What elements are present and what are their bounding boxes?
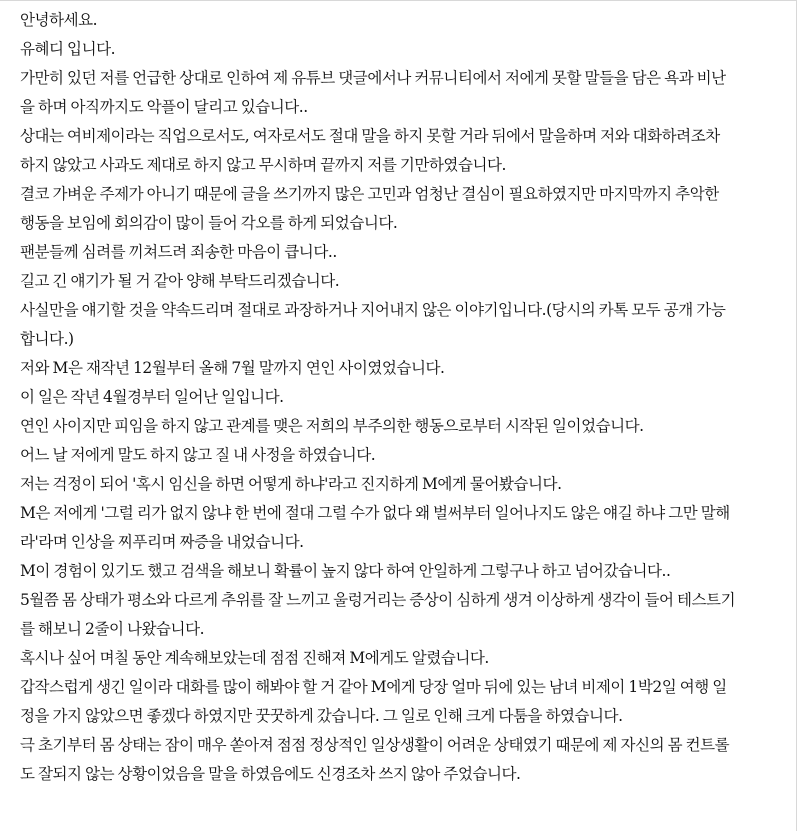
text-line: 가만히 있던 저를 언급한 상대로 인하여 제 유튜브 댓글에서나 커뮤니티에서 저에게 못할 말들을 담은 욕과 비난 (20, 69, 726, 87)
text-line: 상대는 여비제이라는 직업으로서도, 여자로서도 절대 말을 하지 못할 거라 뒤에서 말을하며 저와 대화하려조차 (20, 127, 720, 145)
text-line: 안녕하세요. (20, 11, 98, 29)
text-line: 저와 M은 재작년 12월부터 올해 7월 말까지 연인 사이였었습니다. (20, 359, 445, 377)
text-line: 어느 날 저에게 말도 하지 않고 질 내 사정을 하였습니다. (20, 446, 376, 464)
text-line: 을 하며 아직까지도 악플이 달리고 있습니다.. (20, 98, 308, 116)
text-line: 5월쯤 몸 상태가 평소와 다르게 추위를 잘 느끼고 울렁거리는 증상이 심하게 생겨 이상하게 생각이 들어 테스트기 (20, 591, 736, 609)
text-line: 를 해보니 2줄이 나왔습니다. (20, 620, 205, 638)
text-line: 도 잘되지 않는 상황이었음을 말을 하였음에도 신경조차 쓰지 않아 주었습니다. (20, 765, 521, 783)
text-line: 갑작스럽게 생긴 일이라 대화를 많이 해봐야 할 거 같아 M에게 당장 얼마 뒤에 있는 남녀 비제이 1박2일 여행 일 (20, 678, 727, 696)
text-line: 저는 걱정이 되어 '혹시 임신을 하면 어떻게 하냐'라고 진지하게 M에게 물어봤습니다. (20, 475, 562, 493)
text-line: 하지 않았고 사과도 제대로 하지 않고 무시하며 끝까지 저를 기만하였습니다. (20, 156, 506, 174)
text-line: 합니다.) (20, 330, 74, 348)
text-line: 극 초기부터 몸 상태는 잠이 매우 쏟아져 점점 정상적인 일상생활이 어려운 상태였기 때문에 제 자신의 몸 컨트롤 (20, 736, 730, 754)
text-line: 행동을 보임에 회의감이 많이 들어 각오를 하게 되었습니다. (20, 214, 398, 232)
text-line: 라'라며 인상을 찌푸리며 짜증을 내었습니다. (20, 533, 304, 551)
text-line: 결코 가벼운 주제가 아니기 때문에 글을 쓰기까지 많은 고민과 엄청난 결심이 필요하였지만 마지막까지 추악한 (20, 185, 719, 203)
text-line: 팬분들께 심려를 끼쳐드려 죄송한 마음이 큽니다.. (20, 243, 337, 261)
text-line: 이 일은 작년 4월경부터 일어난 일입니다. (20, 388, 284, 406)
text-line: 길고 긴 얘기가 될 거 같아 양해 부탁드리겠습니다. (20, 272, 340, 290)
text-line: 유혜디 입니다. (20, 40, 116, 58)
text-line: 정을 가지 않았으면 좋겠다 하였지만 꿋꿋하게 갔습니다. 그 일로 인해 크게 다툼을 하였습니다. (20, 707, 623, 725)
text-line: 혹시나 싶어 며칠 동안 계속해보았는데 점점 진해져 M에게도 알렸습니다. (20, 649, 489, 667)
text-line: 사실만을 얘기할 것을 약속드리며 절대로 과장하거나 지어내지 않은 이야기입니다.(당시의 카톡 모두 공개 가능 (20, 301, 726, 319)
text-line: M은 저에게 '그럴 리가 없지 않냐 한 번에 절대 그럴 수가 없다 왜 벌써부터 일어나지도 않은 얘길 하냐 그만 말해 (20, 504, 730, 522)
text-line: 연인 사이지만 피임을 하지 않고 관계를 맺은 저희의 부주의한 행동으로부터 시작된 일이었습니다. (20, 417, 644, 435)
text-line: M이 경험이 있기도 했고 검색을 해보니 확률이 높지 않다 하여 안일하게 그렇구나 하고 넘어갔습니다.. (20, 562, 671, 580)
document-body (20, 6, 786, 789)
